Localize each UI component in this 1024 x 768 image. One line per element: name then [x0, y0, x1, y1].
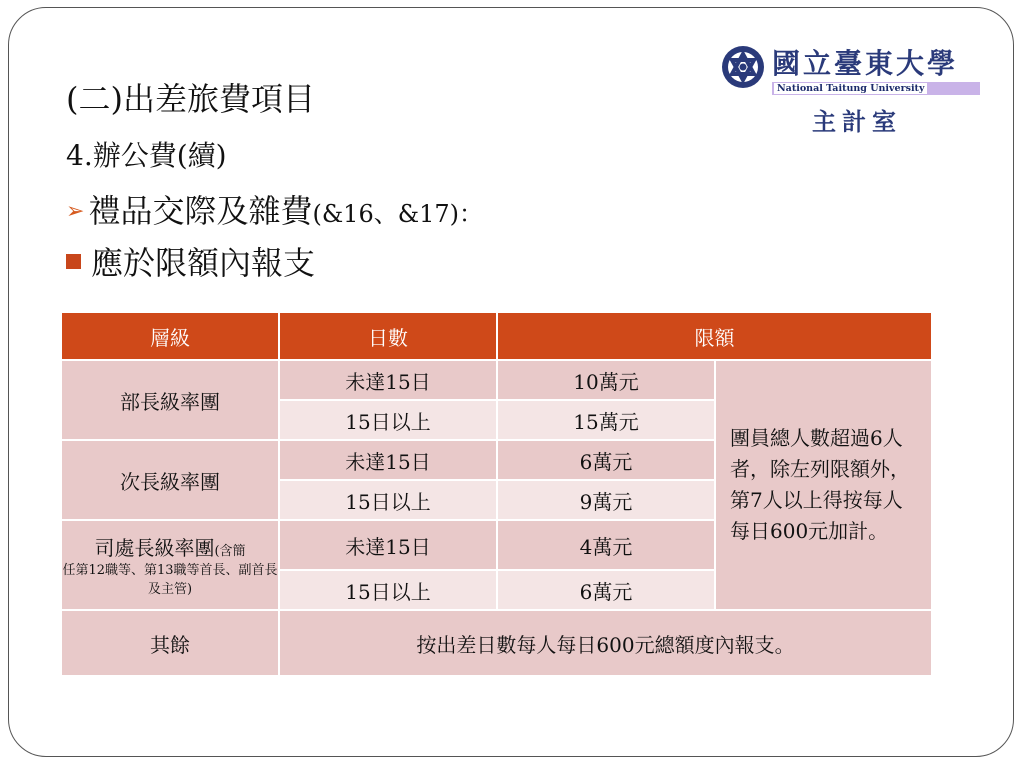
header-level: 層級: [61, 312, 279, 360]
limit-cell: 6萬元: [497, 570, 715, 610]
university-name: 國立臺東大學: [772, 47, 959, 80]
table-header-row: [61, 312, 932, 360]
header-limit: 限額: [497, 312, 932, 360]
level-director: [61, 520, 279, 610]
others-rule: 按出差日數每人每日600元總額度內報支。: [279, 610, 932, 676]
bullet-gift-suffix: (&16、&17)：: [312, 200, 483, 228]
table-row: [61, 610, 932, 676]
level-vice-minister: 次長級率團: [61, 440, 279, 520]
square-bullet-icon: [66, 254, 81, 269]
level-director-main: 司處長級率團: [94, 535, 215, 560]
days-cell: 未達15日: [279, 520, 497, 570]
limit-cell: 15萬元: [497, 400, 715, 440]
level-others: 其餘: [61, 610, 279, 676]
level-director-note: 任第12職等、第13職等首長、副首長及主管): [62, 562, 278, 597]
arrow-bullet-icon: ➢: [66, 199, 85, 224]
days-cell: 15日以上: [279, 570, 497, 610]
university-emblem-icon: [720, 44, 766, 90]
level-director-note-inline: (含簡: [214, 543, 246, 559]
slide-heading: (二)出差旅費項目: [66, 80, 315, 118]
limit-cell: 9萬元: [497, 480, 715, 520]
limit-cell: 4萬元: [497, 520, 715, 570]
university-logo: [720, 42, 1000, 138]
days-cell: 15日以上: [279, 480, 497, 520]
header-days: 日數: [279, 312, 497, 360]
bullet-gift-expenses: [66, 186, 483, 232]
bullet-limit-rule: [66, 238, 315, 284]
allowance-table: [60, 311, 933, 677]
office-name: 主計室: [812, 107, 902, 136]
level-minister: 部長級率團: [61, 360, 279, 440]
slide-subheading: 4.辦公費(續): [66, 139, 227, 172]
table-row: [61, 360, 932, 400]
days-cell: 未達15日: [279, 360, 497, 400]
days-cell: 未達15日: [279, 440, 497, 480]
bullet-limit-text: 應於限額內報支: [91, 244, 316, 282]
merged-note: 團員總人數超過6人者，除左列限額外，第7人以上得按每人每日600元加計。: [715, 360, 932, 610]
bullet-gift-text: 禮品交際及雜費: [88, 192, 313, 230]
university-name-en: National Taitung University: [772, 82, 980, 95]
limit-cell: 6萬元: [497, 440, 715, 480]
days-cell: 15日以上: [279, 400, 497, 440]
limit-cell: 10萬元: [497, 360, 715, 400]
